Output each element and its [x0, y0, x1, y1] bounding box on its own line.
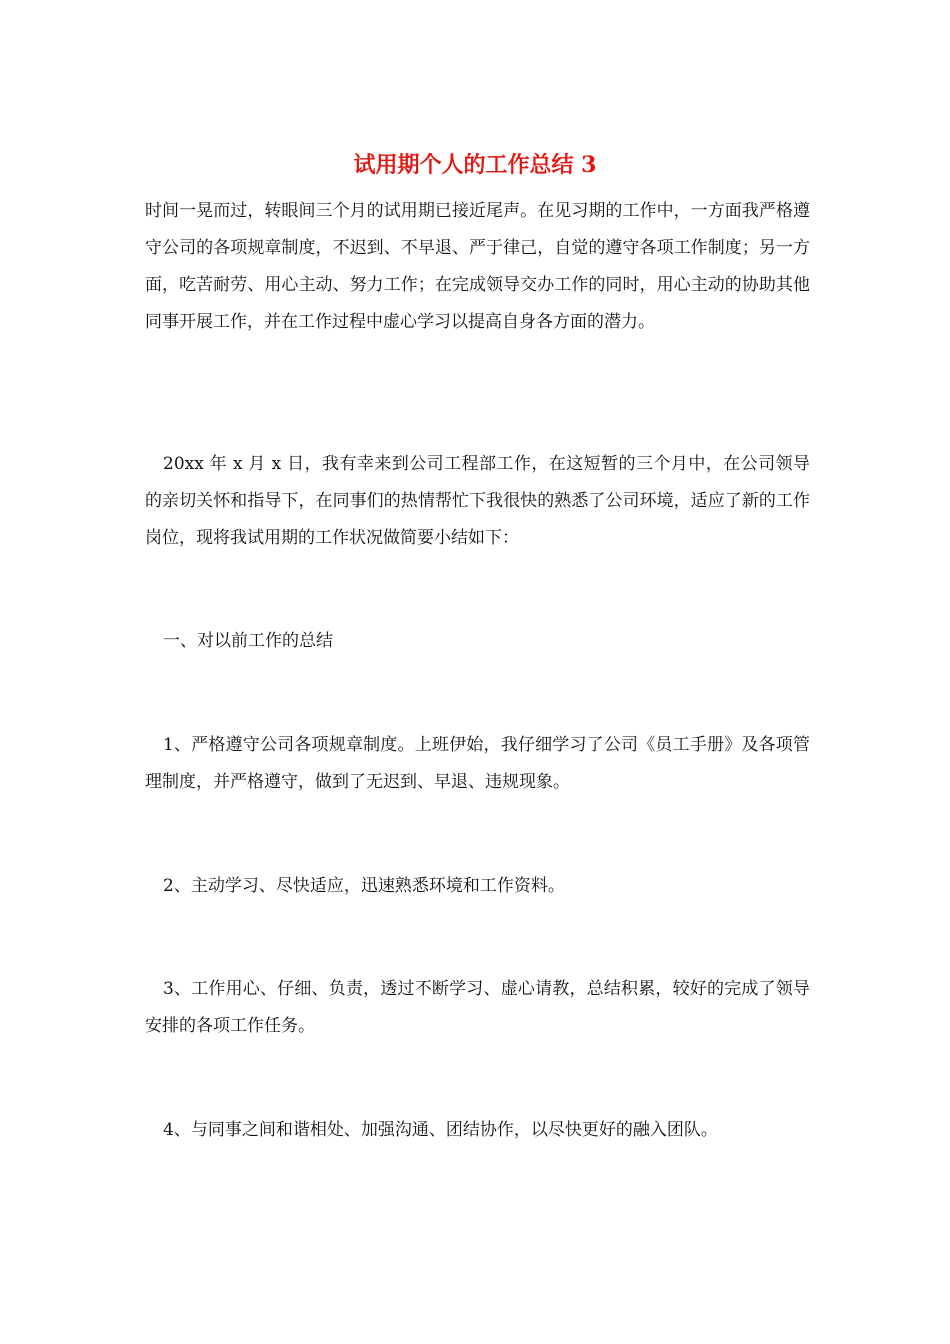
document-title: 试用期个人的工作总结 3: [353, 152, 597, 178]
section-heading: 一、对以前工作的总结: [163, 631, 333, 651]
list-item-3: 3、工作用心、仔细、负责，透过不断学习、虚心请教，总结积累，较好的完成了领导安排的各项工作任务。: [145, 979, 810, 1036]
list-item-1: 1、严格遵守公司各项规章制度。上班伊始，我仔细学习了公司《员工手册》及各项管理制度，并严格遵守，做到了无迟到、早退、违规现象。: [145, 735, 810, 792]
list-item-2: 2、主动学习、尽快适应，迅速熟悉环境和工作资料。: [163, 876, 565, 896]
paragraph-arrival: 20xx 年 x 月 x 日，我有幸来到公司工程部工作，在这短暂的三个月中，在公司领导的亲切关怀和指导下，在同事们的热情帮忙下我很快的熟悉了公司环境，适应了新的工作岗位，现将我试用期的工作状况做简要小结如下：: [145, 454, 810, 548]
list-item-4: 4、与同事之间和谐相处、加强沟通、团结协作，以尽快更好的融入团队。: [163, 1120, 718, 1140]
paragraph-intro: 时间一晃而过，转眼间三个月的试用期已接近尾声。在见习期的工作中，一方面我严格遵守公司的各项规章制度，不迟到、不早退、严于律己，自觉的遵守各项工作制度；另一方面，吃苦耐劳、用心主动、努力工作；在完成领导交办工作的同时，用心主动的协助其他同事开展工作，并在工作过程中虚心学习以提高自身各方面的潜力。: [145, 201, 810, 332]
